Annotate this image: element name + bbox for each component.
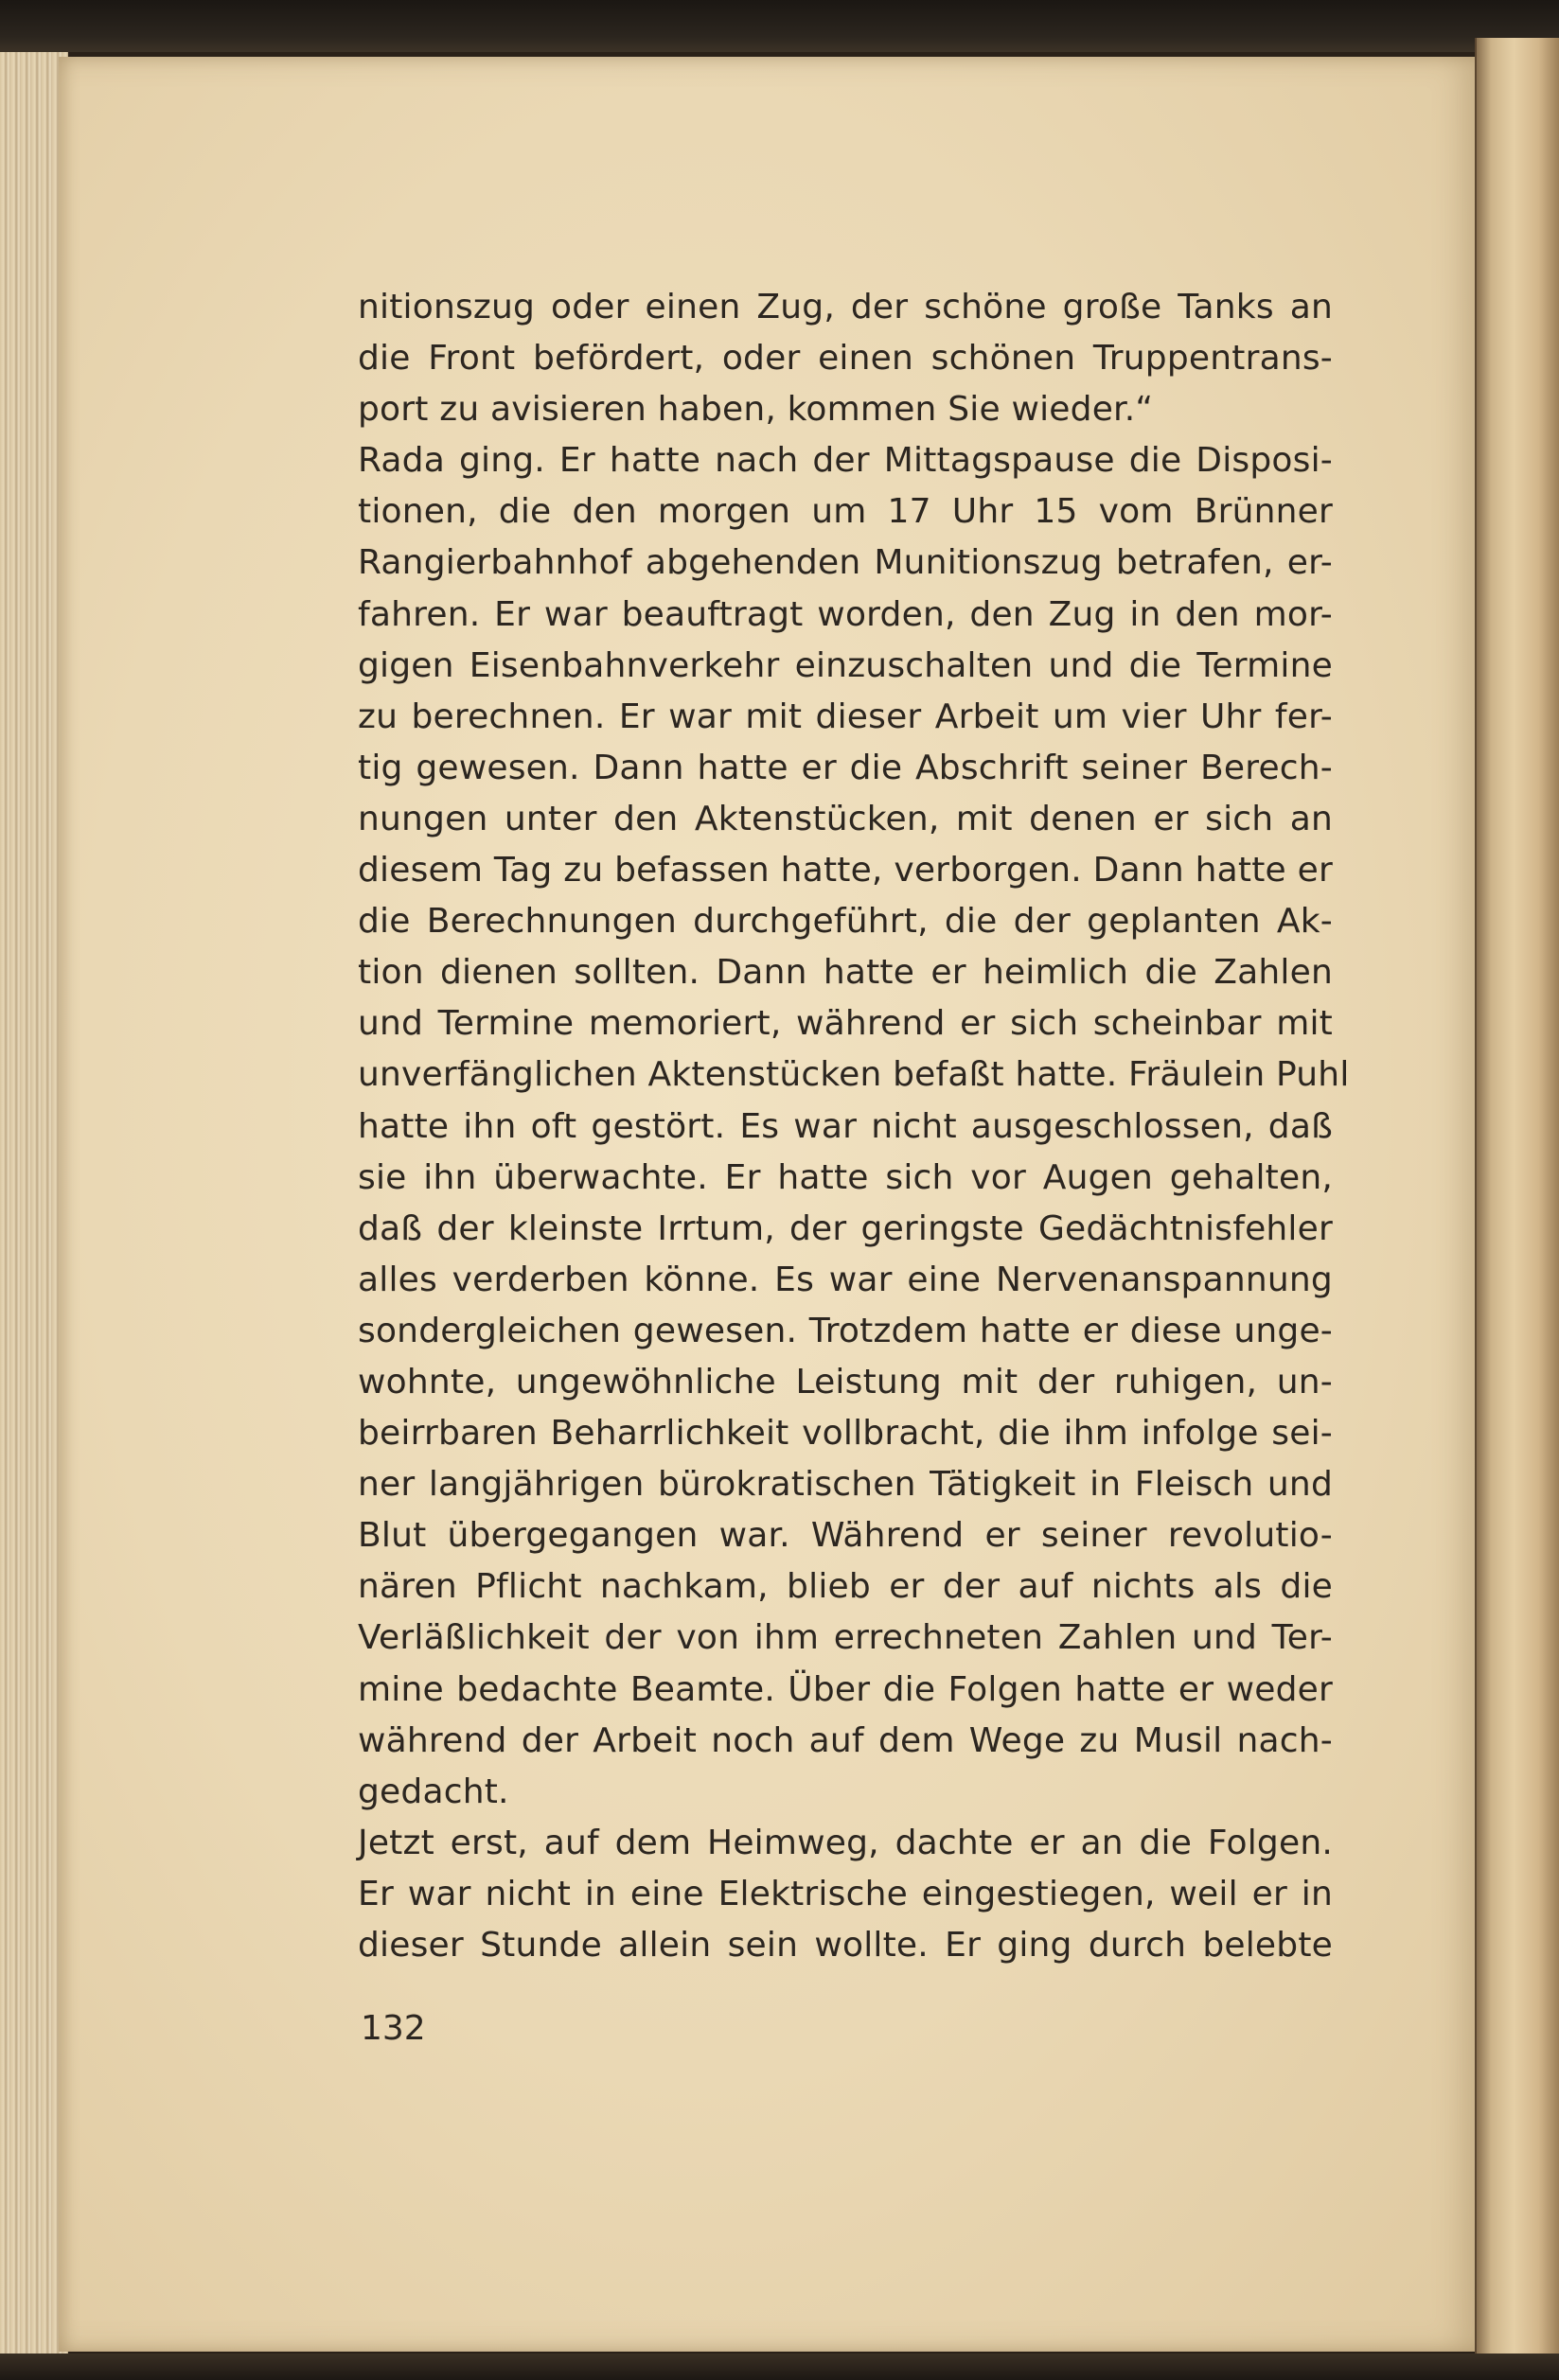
text-line: gedacht. xyxy=(358,1772,509,1811)
text-line: mine bedachte Beamte. Über die Folgen hatte er weder xyxy=(358,1669,1333,1709)
text-line: diesem Tag zu befassen hatte, verborgen. Dann hatte er xyxy=(358,851,1333,890)
text-line: während der Arbeit noch auf dem Wege zu Musil nach- xyxy=(358,1720,1333,1760)
scan-bottom-border xyxy=(0,2354,1559,2380)
body-text xyxy=(358,282,1350,1971)
text-line: Blut übergegangen war. Während er seiner revolutio- xyxy=(358,1516,1333,1556)
text-line: sie ihn überwachte. Er hatte sich vor Augen gehalten, xyxy=(358,1157,1333,1197)
text-line: sondergleichen gewesen. Trotzdem hatte er diese unge- xyxy=(358,1311,1333,1350)
text-line: daß der kleinste Irrtum, der geringste Gedächtnisfehler xyxy=(358,1208,1333,1248)
text-line: hatte ihn oft gestört. Es war nicht ausgeschlossen, daß xyxy=(358,1106,1333,1146)
text-line: die Front befördert, oder einen schönen Truppentrans- xyxy=(358,339,1333,379)
scan-top-border xyxy=(0,0,1559,52)
text-line: alles verderben könne. Es war eine Nervenanspannung xyxy=(358,1260,1333,1299)
text-line: beirrbaren Beharrlichkeit vollbracht, die ihm infolge sei- xyxy=(358,1414,1333,1454)
text-line: unverfänglichen Aktenstücken befaßt hatte. Fräulein Puhl xyxy=(358,1055,1350,1095)
text-line: Rada ging. Er hatte nach der Mittagspause die Disposi- xyxy=(358,441,1333,481)
text-line: Verläßlichkeit der von ihm errechneten Zahlen und Ter- xyxy=(358,1618,1333,1658)
text-line: und Termine memoriert, während er sich scheinbar mit xyxy=(358,1004,1333,1044)
text-line: nären Pflicht nachkam, blieb er der auf nichts als die xyxy=(358,1567,1333,1607)
text-line: fahren. Er war beauftragt worden, den Zug in den mor- xyxy=(358,594,1333,634)
text-line: zu berechnen. Er war mit dieser Arbeit um vier Uhr fer- xyxy=(358,696,1333,736)
text-line: wohnte, ungewöhnliche Leistung mit der ruhigen, un- xyxy=(358,1362,1333,1402)
text-line: Rangierbahnhof abgehenden Munitionszug betrafen, er- xyxy=(358,543,1333,583)
text-line: nitionszug oder einen Zug, der schöne große Tanks an xyxy=(358,288,1333,326)
page-number: 132 xyxy=(361,2009,426,2048)
text-line: nungen unter den Aktenstücken, mit denen er sich an xyxy=(358,799,1333,838)
book-spine-right xyxy=(1477,38,1559,2366)
text-line: gigen Eisenbahnverkehr einzuschalten und die Termine xyxy=(358,645,1333,685)
text-line: tion dienen sollten. Dann hatte er heimlich die Zahlen xyxy=(358,953,1333,993)
text-line: port zu avisieren haben, kommen Sie wieder.“ xyxy=(358,390,1154,430)
text-line: Jetzt erst, auf dem Heimweg, dachte er an die Folgen. xyxy=(358,1823,1333,1862)
text-line: tionen, die den morgen um 17 Uhr 15 vom Brünner xyxy=(358,492,1333,532)
text-line: dieser Stunde allein sein wollte. Er ging durch belebte xyxy=(358,1926,1333,1965)
text-line: die Berechnungen durchgeführt, die der geplanten Ak- xyxy=(358,902,1333,942)
text-line: tig gewesen. Dann hatte er die Abschrift seiner Berech- xyxy=(358,748,1333,787)
text-line: Er war nicht in eine Elektrische eingestiegen, weil er in xyxy=(358,1874,1333,1913)
text-line: ner langjährigen bürokratischen Tätigkeit in Fleisch und xyxy=(358,1465,1333,1505)
